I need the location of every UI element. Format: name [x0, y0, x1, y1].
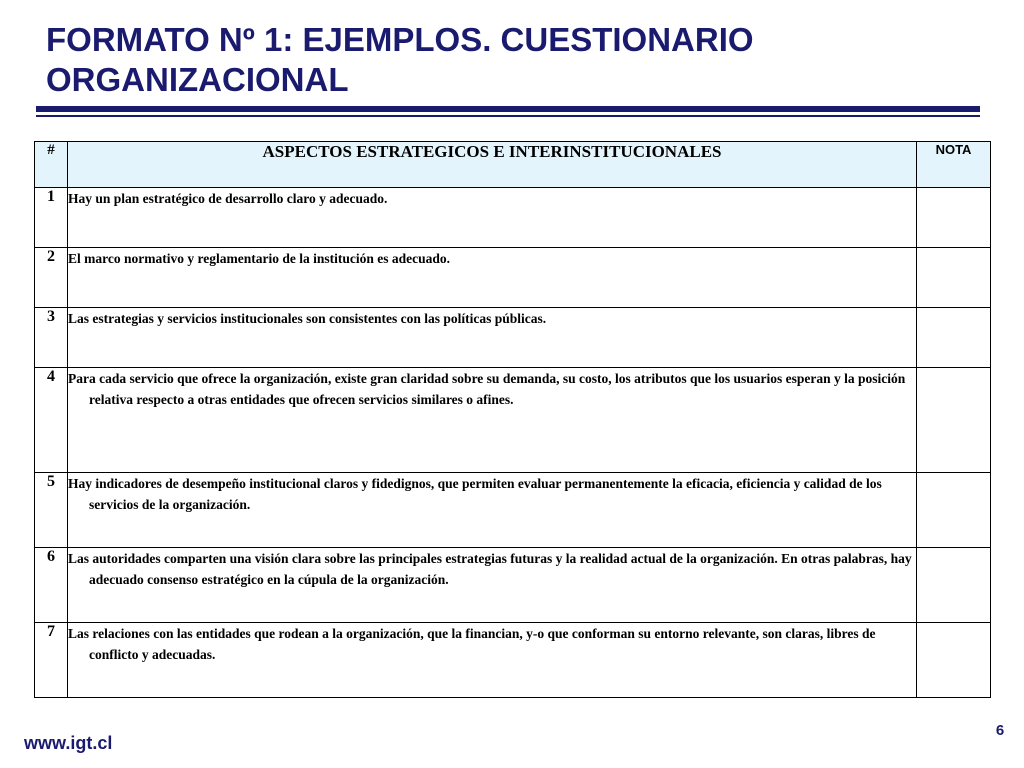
row-number: 7 [35, 623, 68, 698]
page-number: 6 [995, 722, 1005, 739]
row-number: 4 [35, 368, 68, 473]
table-row [35, 248, 991, 308]
title-divider [36, 106, 980, 112]
row-text: Hay un plan estratégico de desarrollo claro y adecuado. [68, 188, 917, 248]
table-row [35, 548, 991, 623]
nota-cell[interactable] [917, 473, 991, 548]
title-divider-thin [36, 115, 980, 117]
row-number: 5 [35, 473, 68, 548]
row-number: 1 [35, 188, 68, 248]
row-number: 3 [35, 308, 68, 368]
nota-cell[interactable] [917, 623, 991, 698]
table-row [35, 623, 991, 698]
page-title: FORMATO Nº 1: EJEMPLOS. CUESTIONARIO ORGANIZACIONAL [46, 21, 754, 98]
row-number: 2 [35, 248, 68, 308]
row-text: Hay indicadores de desempeño institucional claros y fidedignos, que permiten evaluar permanentemente la eficacia, eficiencia y calidad de los servicios de la organización. [68, 473, 917, 548]
row-text: Las autoridades comparten una visión clara sobre las principales estrategias futuras y la realidad actual de la organización. En otras palabras, hay adecuado consenso estratégico en la cúpula de la organización. [68, 548, 917, 623]
nota-cell[interactable] [917, 548, 991, 623]
nota-cell[interactable] [917, 368, 991, 473]
header-aspects: ASPECTOS ESTRATEGICOS E INTERINSTITUCIONALES [68, 142, 917, 188]
row-text: Las estrategias y servicios institucionales son consistentes con las políticas públicas. [68, 308, 917, 368]
nota-cell[interactable] [917, 248, 991, 308]
header-nota: NOTA [917, 142, 991, 188]
header-number: # [35, 142, 68, 188]
nota-cell[interactable] [917, 188, 991, 248]
table-row [35, 368, 991, 473]
questionnaire-table [34, 141, 991, 698]
row-text: El marco normativo y reglamentario de la institución es adecuado. [68, 248, 917, 308]
footer-url[interactable]: www.igt.cl [24, 733, 113, 753]
row-number: 6 [35, 548, 68, 623]
nota-cell[interactable] [917, 308, 991, 368]
row-text: Las relaciones con las entidades que rodean a la organización, que la financian, y-o que conforman su entorno relevante, son claras, libres de conflicto y adecuadas. [68, 623, 917, 698]
table-row [35, 308, 991, 368]
table-row [35, 188, 991, 248]
table-row [35, 473, 991, 548]
table-header-row [35, 142, 991, 188]
row-text: Para cada servicio que ofrece la organización, existe gran claridad sobre su demanda, su costo, los atributos que los usuarios esperan y la posición relativa respecto a otras entidades que ofrecen servicios similares o afines. [68, 368, 917, 473]
